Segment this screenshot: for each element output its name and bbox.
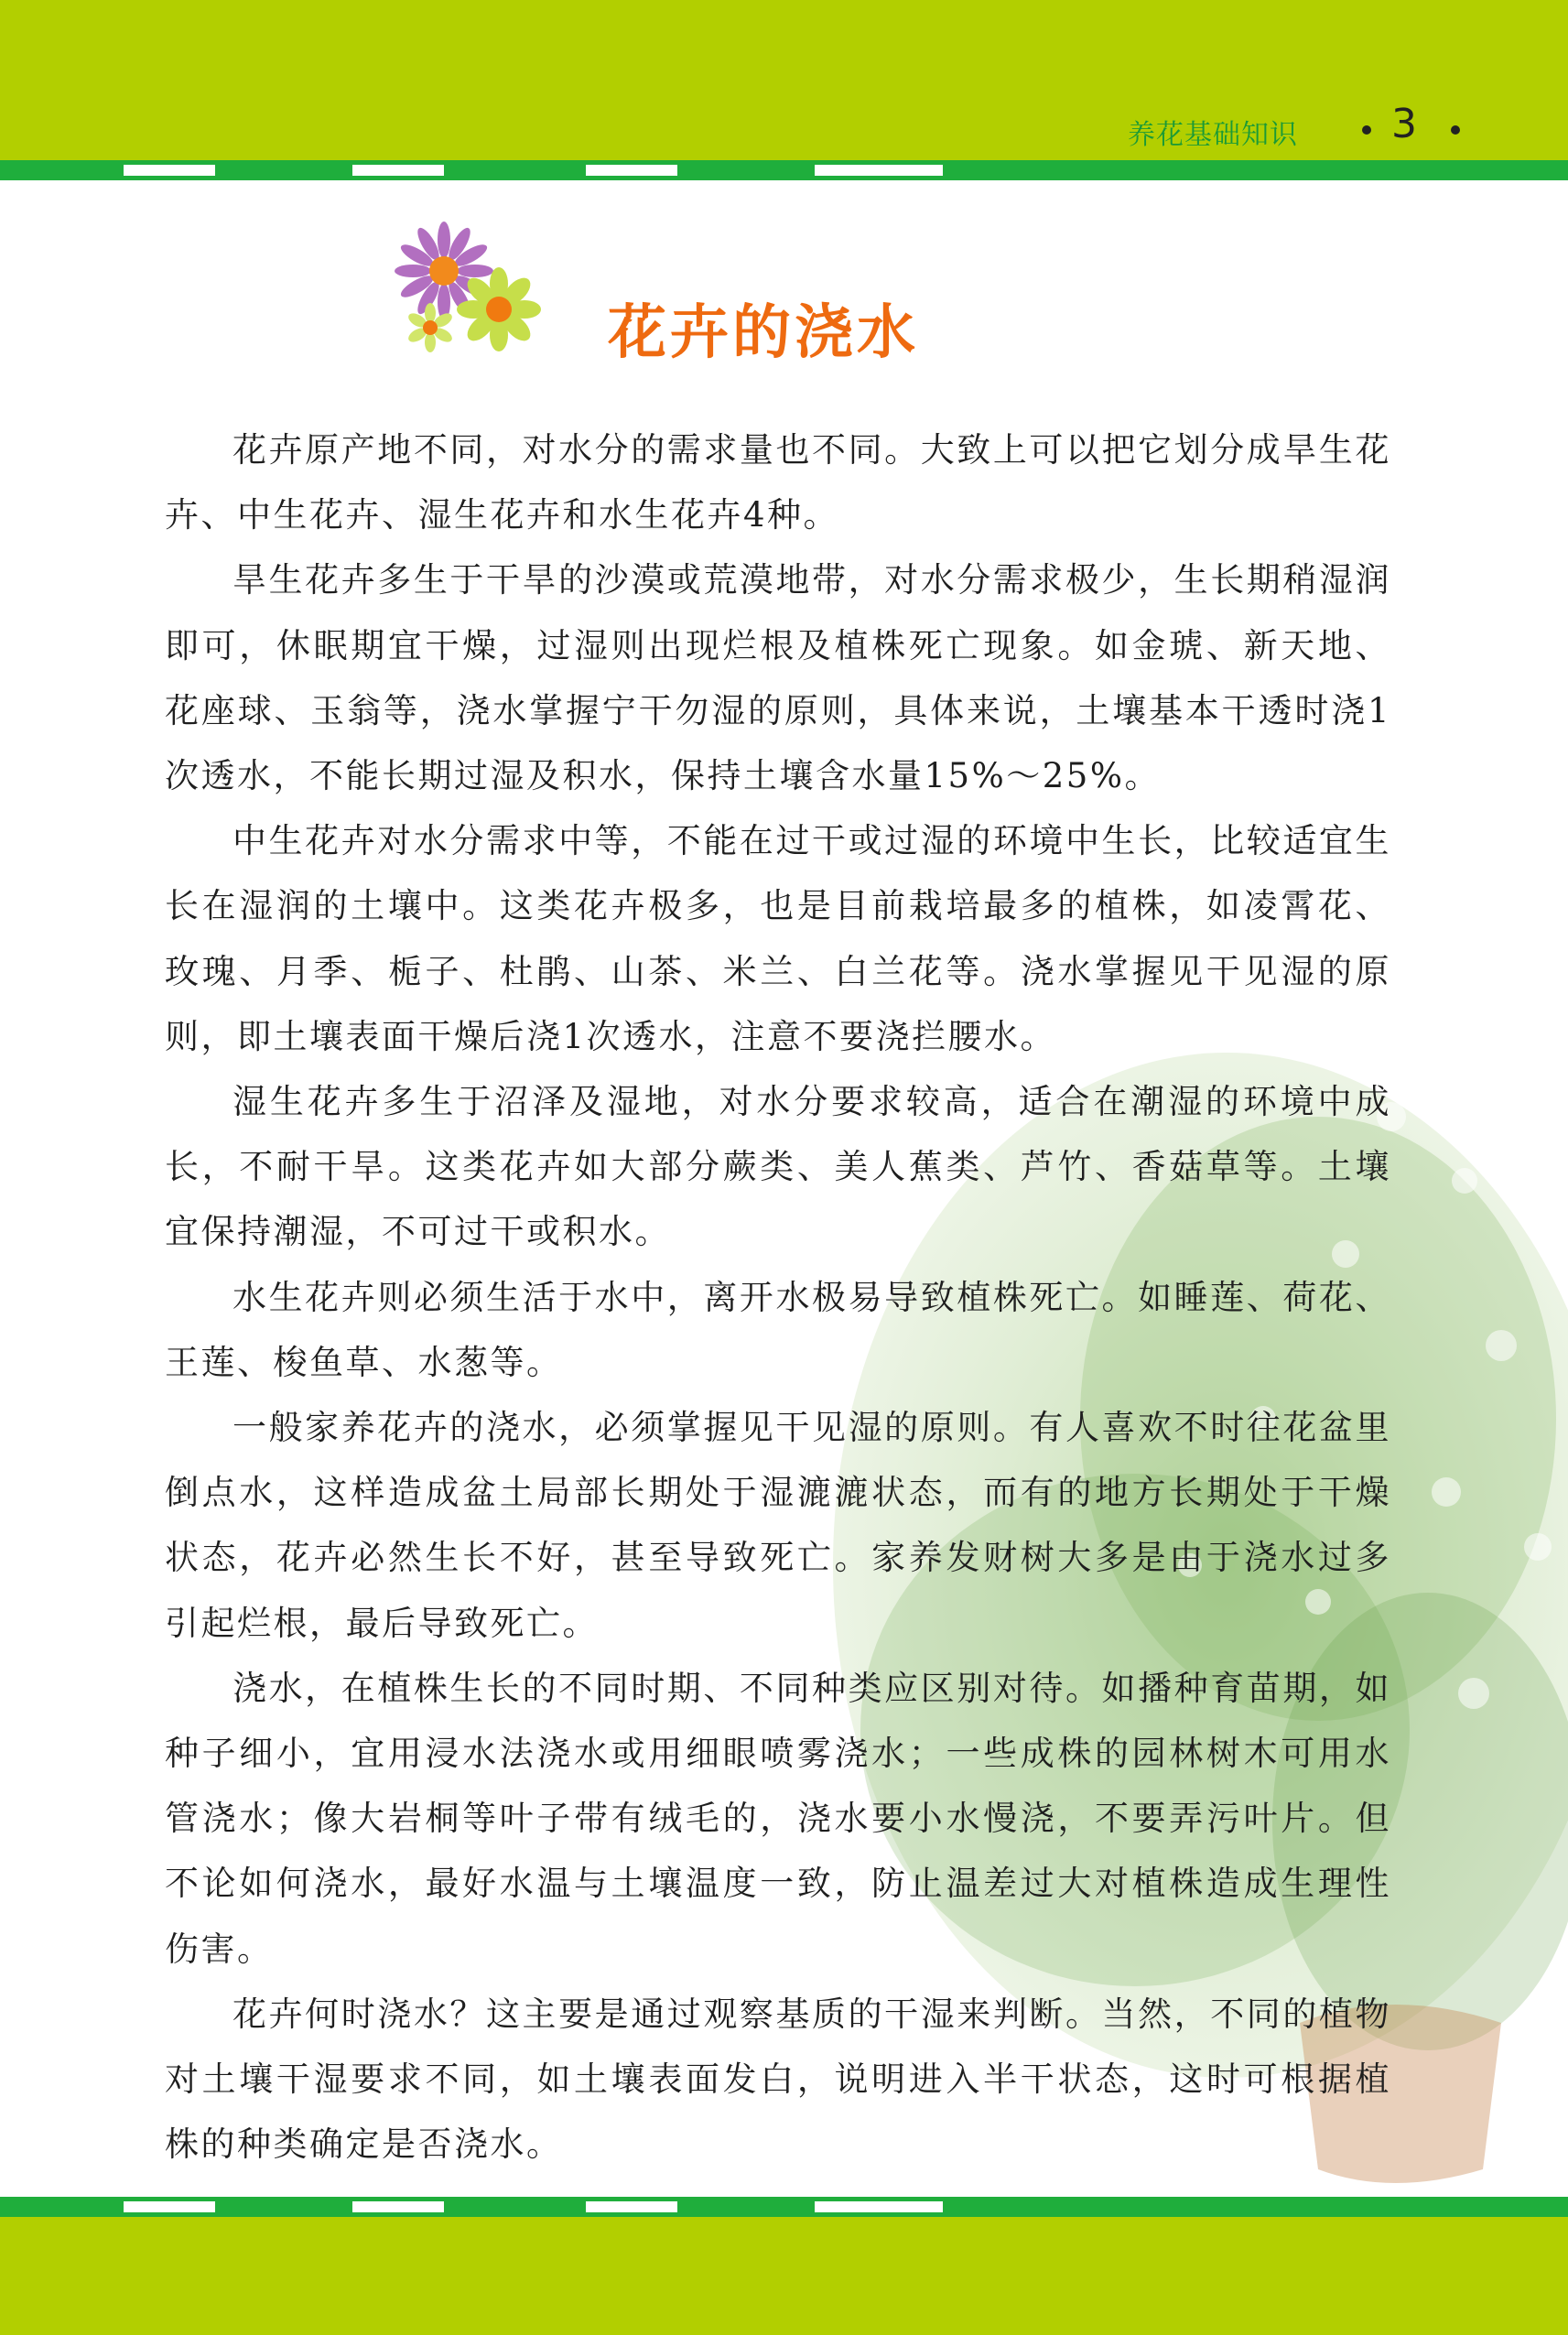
- page-title: 花卉的浇水: [608, 299, 919, 367]
- header-band: [0, 0, 1568, 160]
- header-stripe: [0, 160, 1568, 180]
- paragraph: 水生花卉则必须生活于水中，离开水极易导致植株死亡。如睡莲、荷花、王莲、梭鱼草、水葱等。: [165, 1277, 1391, 1382]
- paragraph: 花卉原产地不同，对水分的需求量也不同。大致上可以把它划分成旱生花卉、中生花卉、湿生花卉和水生花卉4种。: [165, 430, 1391, 535]
- page-number: 3: [1391, 101, 1417, 147]
- paragraph: 一般家养花卉的浇水，必须掌握见干见湿的原则。有人喜欢不时往花盆里倒点水，这样造成盆土局部长期处于湿漉漉状态，而有的地方长期处于干燥状态，花卉必然生长不好，甚至导致死亡。家养发财树大多是由于浇水过多引起烂根，最后导致死亡。: [165, 1408, 1391, 1643]
- footer-stripe: [0, 2197, 1568, 2217]
- paragraph: 湿生花卉多生于沼泽及湿地，对水分要求较高，适合在潮湿的环境中成长，不耐干旱。这类花卉如大部分蕨类、美人蕉类、芦竹、香菇草等。土壤宜保持潮湿，不可过干或积水。: [165, 1082, 1391, 1252]
- article-body: [165, 417, 1391, 2177]
- paragraph: 浇水，在植株生长的不同时期、不同种类应区别对待。如播种育苗期，如种子细小，宜用浸水法浇水或用细眼喷雾浇水；一些成株的园林树木可用水管浇水；像大岩桐等叶子带有绒毛的，浇水要小水慢浇，不要弄污叶片。但不论如何浇水，最好水温与土壤温度一致，防止温差过大对植株造成生理性伤害。: [165, 1668, 1391, 1969]
- paragraph: 花卉何时浇水？这主要是通过观察基质的干湿来判断。当然，不同的植物对土壤干湿要求不同，如土壤表面发白，说明进入半干状态，这时可根据植株的种类确定是否浇水。: [165, 1994, 1391, 2165]
- section-label: 养花基础知识: [1128, 119, 1298, 151]
- bullet-left-icon: [1362, 125, 1371, 135]
- footer-band: [0, 2217, 1568, 2335]
- bullet-right-icon: [1451, 125, 1460, 135]
- flower-cluster-icon: [394, 218, 554, 360]
- paragraph: 旱生花卉多生于干旱的沙漠或荒漠地带，对水分需求极少，生长期稍湿润即可，休眠期宜干燥，过湿则出现烂根及植株死亡现象。如金琥、新天地、花座球、玉翁等，浇水掌握宁干勿湿的原则，具体来说，土壤基本干透时浇1次透水，不能长期过湿及积水，保持土壤含水量15%～25%。: [165, 560, 1391, 796]
- paragraph: 中生花卉对水分需求中等，不能在过干或过湿的环境中生长，比较适宜生长在湿润的土壤中。这类花卉极多，也是目前栽培最多的植株，如凌霄花、玫瑰、月季、栀子、杜鹃、山茶、米兰、白兰花等。浇水掌握见干见湿的原则，即土壤表面干燥后浇1次透水，注意不要浇拦腰水。: [165, 821, 1391, 1056]
